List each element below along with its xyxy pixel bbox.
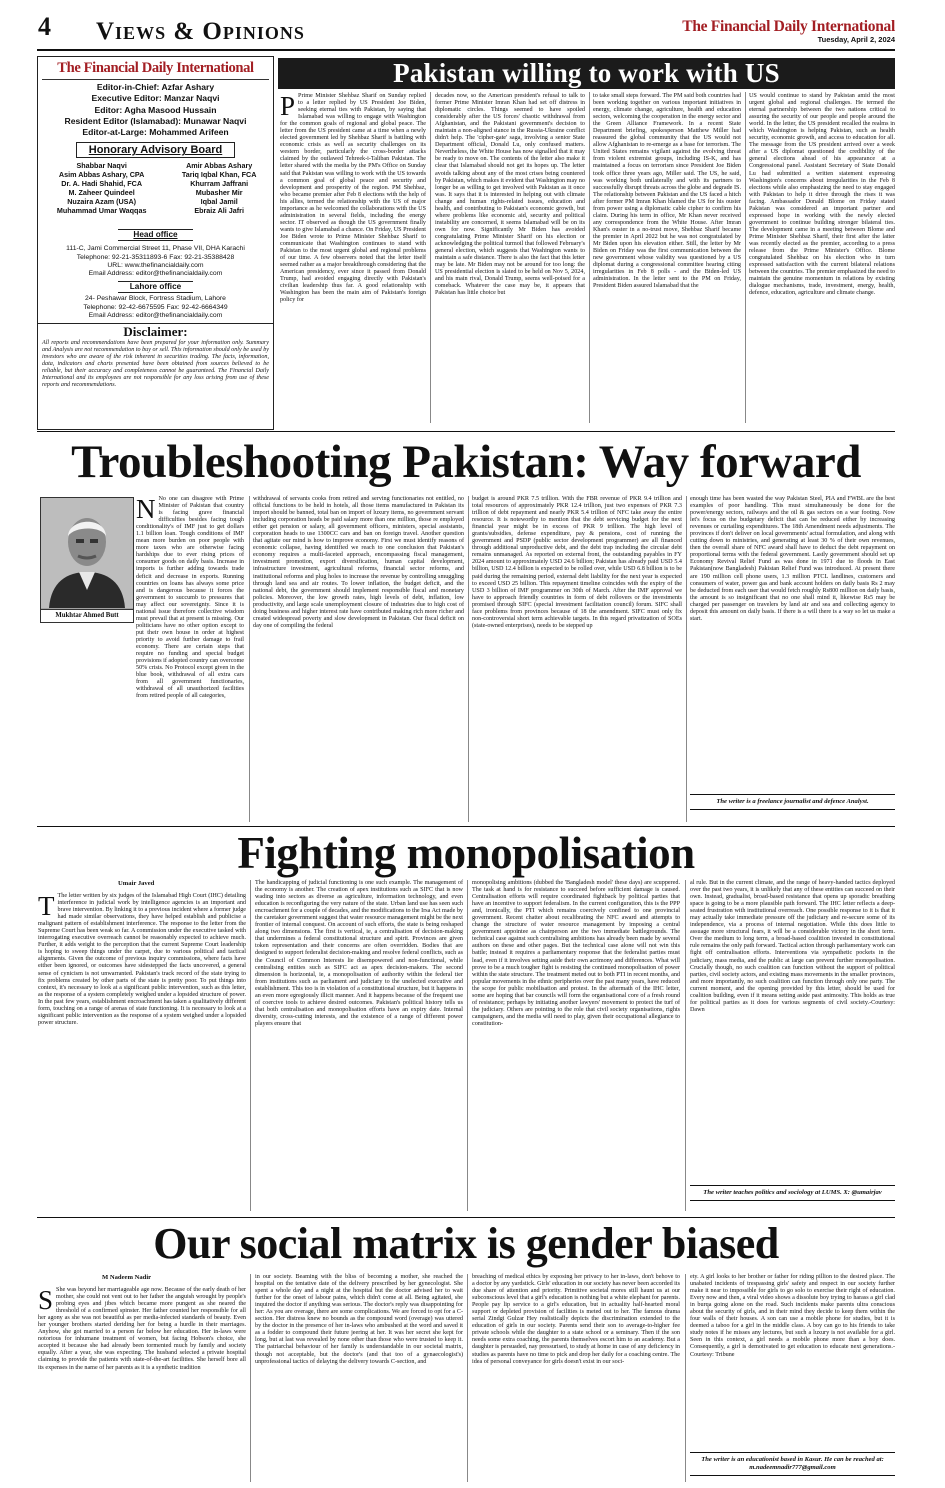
header-date: Tuesday, April 2, 2024	[817, 35, 895, 44]
masthead-box	[37, 56, 274, 430]
editorial-column-3	[593, 93, 741, 423]
article2-text-4: al rule. But in the current climate, and the range of heavy-handed tactics deployed over the past two years, it is unlikely that any of these entities can succeed on their own. Instead, gradualist, broad-based resistance that opens up sporadic breathing space is going to be a more plausible path forward. The IHC letter reflects a deep-seated frustration with institutional overreach. One possible response to it is that it may actually take immediate pressure off the judiciary and re-secure some of its independence, via a process of internal negotiation. While this does little to assuage more structural fears, it will be a considerable victory in the short term. Over the medium to long term, a broad-based coalition invested in constitutional rule remains the only path forward. Tactical action through parliamentary work can fight off centralisation efforts. Interventions via sympathetic pockets in the judiciary, mass media, and the public at large can prevent further monopolisation. Crucially though, no such coalition can function without the support of political parties, civil society actors, and existing mass movements in the smaller provinces, and more importantly, no such coalition can function through only one party. The current moment, and the opening provided by this letter, should be used for coalition building, even if it means setting aside past animosity. This holds as true for political parties as it does for various segments of civil society.-Courtesy: Dawn	[690, 880, 895, 1013]
article1-text-3: budget is around PKR 7.5 trillion. With the FBR revenue of PKR 9.4 trillion and total resources of approximately PKR 12.4 trillion, just two expenses of PKR 7.3 trillion of debt repayment and nearly PKR 5.4 trillion of NFC take away the entire resource. It is noteworthy to mention that the debt servicing budget for the next financial year might be in excess of PKR 9 trillion. The high level of grants/subsidies, defense expenditure, pay & pensions, cost of running the government and PSDP (public sector development programmer) are all financed through additional unproductive debt, and the debt trap including the circular debt remains unmanaged. As reported on external front, the outstanding payables in FY 2024 amount to approximately USD 24.6 billion; Pakistan has already paid USD 5.4 billion, USD 12.4 billion is expected to be rolled over, while USD 6.8 billion is to be paid during the remaining period, external debt liability for the next year is expected to exceed USD 25 billion. This repayment timeline coincides with the expiry of the USD 3 billion of IMF programmer on 30th of March. After the IMF approval we have to approach friendly countries in form of debt rollovers or the investments promised through SIFC (special investment facilitation council) forum. SIFC shall face problems from provinces because of 18 the amendment. SIFC must only fix non-controversial short term achievable targets. In this regard privatization of SOEs (state-owned enterprises), needs to be stepped up	[472, 496, 682, 629]
staff-editor-at-large: Editor-at-Large: Mohammed Arifeen	[82, 127, 229, 138]
article3-headline: Our social matrix is gender biased	[153, 1219, 779, 1268]
article1-text-4: enough time has been wasted the way Pakistan Steel, PIA and FWBL are the best examples of poor handling. This must simultaneously be done for the power/energy sectors, railways and the oil & gas sectors on a war footing. Now let's focus on the budgetary deficit that can be reduced either by increasing revenues or curtailing expenditures. The 18th Amendment needs adjustments. The provinces if don't deliver on local governments' actual formulation, and along with cutting down to ministries, and generating at least 30 % of their own revenues, then the overall share of NFC award shall have to deduct the debt repayment on proportional terms with the federal government. Lastly government should set up Economy Revival Relief Fund as was done in 1971 due to floods in East Pakistan(now Bangladesh) Pakistan Relief Fund was introduced. At present there are 190 million cell phone users, 1.3 million PTCL landlines, customers and consumers of water, power gas and bank account holders on daily basis Rs 2 may be deducted from each user that would fetch roughly Rs800 million on daily basis, the amount is so insignificant that no one shall mind it, likewise Rs5 may be charged per passenger on travelers by land air and sea and collecting agency to deposit this amount on daily basis. If there is a will there is a way so let us make a start.	[690, 496, 895, 622]
article2-author: Umair Javed	[118, 880, 155, 887]
editorial-text-3: to take small steps forward. The PM said both countries had been working together on various important initiatives in energy, climate change, agriculture, health and education sectors, welcoming the cooperation in the energy sector and the Green Alliance Framework. In a recent State Department briefing, spokesperson Matthew Miller had reassured the global community that the US would not allow Afghanistan to re-emerge as a base for terrorism. The United States remains vigilant against the evolving threat from violent extremist groups, including IS-K, and has maintained a focus on terrorism since President Joe Biden took office three years ago, Miller said. The US, he said, was working both unilaterally and with its partners to successfully disrupt threats across the globe and degrade IS. The relationship between Pakistan and the US faced a hitch after former PM Imran Khan blamed the US for his ouster from power using a diplomatic cable cipher to confirm his claim. During his term in office, Mr Khan never received any correspondence from the White House. After Imran Khan's ouster in a no-trust move, Shehbaz Sharif became the premier in April 2022 but he was not congratulated by Mr Biden upon his elevation either. Still, the letter by Mr Biden on Friday was the first communication between the new government whose validity was questioned by a US diplomat during a congressional committee hearing citing irregularities in Feb 8 polls - and the Biden-led US administration. In the letter sent to the PM on Friday, President Biden assured Islamabad that the	[593, 93, 741, 290]
column-divider	[250, 880, 251, 1211]
lahore-office-email: Email Address: editor@thefinancialdaily.com	[88, 311, 223, 319]
column-divider	[250, 1274, 251, 1482]
head-office-phone: Telephone: 92-21-35311893-6 Fax: 92-21-35388428	[76, 253, 235, 261]
article1-column-2	[253, 496, 464, 822]
section-rule	[37, 431, 895, 432]
article3-column-4	[690, 1274, 895, 1446]
article3-text-3: breaching of medical ethics by exposing her privacy to her in-laws, don't behove to a doctor by any yardstick. Girls' education in our society has never been accorded its due share of attention and priority. Primitive societal mores still haunt us at our subconscious level that a girl's education is nothing but a white elephant for parents. People pay lip service to a girl's education, but in actuality half-hearted moral support or depleted provision of facilities is meted out to her. The famous drama serial Zindgi Gulzar Hey realistically depicts the discrimination extended to the education of girls in our society. Parents send their son to average-to-higher fee private schools while the daughter to a state school or a seminary. Then if the son needs some extra coaching, the parents themselves escort him to an academy. But a daughter is persuaded, nay pressurised, to study at home in case of any deficiency in studies as parents have no time to pick and drop her daily for a coaching centre. The idea of personal conveyance for girls doesn't exist in our soci-	[472, 1274, 680, 1365]
disclaimer-text: All reports and recommendations have been prepared for your information only. Summary and Analysis are not recommendation to buy or sell. This information should only be used by investors who are aware of the risk inherent in securities trading. The facts, information, data, indicators and charts presented have been obtained from sources believed to be reliable, but their accuracy and completeness cannot be guaranteed. The Financial Daily International and its employees are not responsible for any loss arising from use of these reports and recommendations.	[42, 339, 269, 388]
article1-writer-note: The writer is a freelance journalist and defence Analyst.	[690, 794, 895, 810]
article1-column-3	[472, 496, 682, 822]
article1-text-2: withdrawal of servants cooks from retired and serving functionaries not entitled, no official functions to be held in hotels, all those items manufactured in Pakistan its import should be banned, total ban on import of luxury items, no government servant including corporation heads be paid salary more than one million, those re employed either get pension or salary, all government officers, ministers, special assistants, corporation heads to use 1300CC cars and ban on foreign travel. Another question that agitate our mind is how to improve economy. First we must identify reasons of economic collapse, having identified we reach to one conclusion that Pakistan's economy requires a multi-faceted approach, encompassing fiscal management, investment promotion, export diversification, human capital development, infrastructure investment, agricultural reforms, financial sector reforms, and institutional reforms and plug holes to increase the revenue by controlling smuggling through land sea and air routes. To lower inflation, the budget deficit, and the national debt, the government should implement responsible fiscal and monetary policies. Moreover, the low growth rates, high levels of debt, inflation, low productivity, and large scale unemployment closure of industries due to high cost of doing business and higher interest rate have contributed making rich more richer and created widespread poverty and slow development in Pakistan. Our fiscal deficit on day one of compiling the federal	[253, 496, 464, 629]
article2-column-2	[255, 880, 463, 1211]
board-member: Amir Abbas Ashary	[186, 161, 253, 171]
editorial-text-1: Prime Minister Shehbaz Sharif on Sunday replied to a letter replied by US President Joe Biden, seeking eternal ties with Pakistan, by saying that Islamabad was willing to engage with Washington for the common goals of regional and global peace. The letter from the US president came at a time when a newly elected government led by Shehbaz Sharif is battling with economic crisis as well as security challenges on its western border, particularly the cross-border attacks claimed by the outlawed Tehreek-i-Taliban Pakistan. The letter shared with the media by the PM's Office on Sunday said that Pakistan was willing to work with the US towards a common goal of global peace and security and development and prosperity of the region. PM Shehbaz, who became premier after Feb 8 elections with the help of his allies, termed the relationship with the US of major importance as he welcomed the collaborations with the US administration in several fields, including the energy sector. IT observed as though the US government finally wants to give Islamabad a chance. On Friday, US President Joe Biden wrote to Prime Minister Shehbaz Sharif to communicate that Washington continues to stand with Pakistan to the most urgent global and regional problems of our time. A few observers noted that the letter itself seemed rather as a major breakthrough considering that the American presidency, ever since it passed from Donald Trump, had avoided engaging directly with Pakistan's civilian leadership thus far. A good relationship with Washington has been the main aim of Pakistan's foreign policy for	[280, 93, 426, 304]
article2-column-3	[472, 880, 680, 1211]
article1-dropcap: N	[136, 494, 156, 524]
section-rule	[37, 1217, 895, 1218]
article3-text-2: in our society. Beaming with the bliss of becoming a mother, she reached the hospital on the tentative date of the delivery prescribed by her gynecologist. She spent a whole day and a night at the hospital but the doctor advised her to wait further for the onset of labour pains, which didn't come at all. Being agitated, she inquired the doctor if anything was serious. The doctor's reply was disappointing for her: As you are overage, there are some complications. We are forced to opt for a C-section. Her distress knew no bounds as the compound word (overage) was uttered by the doctor in the presence of her in-laws who ambushed at the word and saved it as a fodder to compound their future jeering at her. It was her secret she kept for long, but at last was revealed by none other than those who were trusted to keep it. The patriarchal behaviour of her family is understandable in our societal matrix, though not acceptable, but the doctor's (and that too of a gynaecologist's) unprofessional tactics of delaying the delivery towards C-section, and	[255, 1274, 463, 1365]
lahore-office-address: 24- Peshawar Block, Fortress Stadium, Lahore	[85, 295, 226, 303]
article2-headline: Fighting monopolisation	[237, 828, 695, 878]
editorial-text-4: US would continue to stand by Pakistan amid the most urgent global and regional challenges. He termed the eternal partnership between the two nations critical to assuring the security of our people and people around the world. In the letter, the US president recalled the realms in which Washington is helping Pakistan, such as health security, economic growth, and access to education for all. The message from the US president arrived over a week after a US diplomat questioned the credibility of the general elections ahead of his appearance at a Congressional panel. Assistant Secretary of State Donald Lu had submitted a written statement expressing Washington's concerns about irregularities in the Feb 8 elections while also emphasizing the need to stay engaged with Pakistan to help it drive through the rises it was facing. Ambassador Donald Blome on Friday stated Pakistan was considered an important partner and expressed hope in working with the newly elected government to continue building stronger bilateral ties. The development came in a meeting between Blome and Prime Minister Shehbaz Sharif, their first after the latter was recently elected as the premier, according to a press release from the Prime Minister's Office. Blome congratulated Shehbaz on his election who in turn expressed satisfaction with the current bilateral relations between the countries. The premier emphasized the need to maintain the genuine momentum in relations by existing dialogue mechanisms, trade, investment, energy, health, defence, education, agriculture and climate change.	[749, 93, 895, 297]
page-number: 4	[38, 12, 51, 41]
article3-dropcap: S	[38, 1285, 54, 1315]
article1-column-1-top	[136, 494, 244, 700]
article3-text-4: ety. A girl looks to her brother or father for riding pillion to the desired place. The unabated incidents of trespassing girls' safety and respect in our society further make it near to impossible for girls to go solo to exercise their right of education. Every now and then, a viral video shows a dissolute boy trying to harass a girl clad in burqa going alone on the road. Such incidents make parents ultra conscious about the security of girls, and in their mind they decide to keep them within the four walls of their houses. A son can use a mobile phone for studies, but it is deemed a taboo for a girl in the middle class. A boy can go to his friends to take study notes if he misses any lectures, but such a luxury is not available for a girl. Seen in this context, a girl needs a mobile phone more than a boy does. Consequently, a girl is demotivated to get education to educate next generations.-Courtesy: Tribune	[690, 1274, 895, 1358]
article3-column-3	[472, 1274, 680, 1482]
editorial-column-1	[280, 93, 426, 423]
article3-text-1: She was beyond her marriageable age now. Because of the early death of her mother, she could not vent out to her father the anguish wrought by people's probing eyes and jibes which became more pungent as she neared the threshold of a confirmed spinster. Her father counted her responsible for all her agony as she was not beautiful as per media-infected standards of beauty. Even her younger brothers started deriding her for being a hurdle in their marriages. Anyhow, she got married to a person far below her education. Her in-laws were notorious for inhumane treatment of women, but facing Hobson's choice, she accepted it because she had already been tormented much by family and society equally. After a year, she was expecting. The husband selected a private hospital claiming to provide the patients with state-of-the-art facilities. She herself bore all its expenses in the name of her parents as it is a synthetic tradition	[38, 1287, 246, 1371]
disclaimer-title: Disclaimer:	[123, 323, 188, 339]
article3-writer-note: The writer is an educationist based in Kasur. He can be reached at: m.nadeemnadir777@gmail.com	[690, 1452, 895, 1476]
editorial-column-4	[749, 93, 895, 423]
editorial-headline: Pakistan willing to work with US	[393, 58, 780, 88]
board-member: Asim Abbas Ashary, CPA	[58, 170, 145, 180]
column-divider	[589, 92, 590, 423]
lahore-office-title: Lahore office	[118, 281, 193, 293]
board-member: Iqbal Jamil	[200, 197, 238, 207]
article2-column-4	[690, 880, 895, 1178]
staff-editor-in-chief: Editor-in-Chief: Azfar Ashary	[96, 82, 215, 92]
staff-editor: Editor: Agha Masood Hussain	[94, 104, 217, 115]
author-caption: Mukhtar Ahmed Butt	[41, 609, 133, 622]
article2-text-1: The letter written by six judges of the Islamabad High Court (IHC) detailing interference in judicial work by intelligence agencies is an important and brave intervention. By linking it to a previous incident where a former judge had made similar observations, they have helped establish and publicise a malignant pattern of establishment interference. The response to the letter from the Supreme Court has been weak so far. A commission under the executive tasked with interrogating executive overreach cannot be reasonably expected to achieve much. Further, it adds weight to the perception that the current Supreme Court leadership is hoping to sweep things under the carpet, due to various political and tactical alignments. Given the outcome of previous inquiry commissions, where facts have either been ignored, or outcomes have sidestepped the facts uncovered, a general sense of cynicism is not unwarranted. Pakistan's track record of the state trying to fix problems created by other parts of the state is pretty poor. To put things into context, it's necessary to look at a significant public intervention, such as this letter, as the response of a system completely weighed under a lopsided structure of power. In the past few years, establishment encroachment has taken a qualitatively different form, touching on a range of arenas of state functioning. It is necessary to look at a significant public intervention as the response of a system weighed under a lopsided power structure.	[38, 893, 246, 1026]
article1-column-4	[690, 496, 895, 786]
masthead-brand: The Financial Daily International	[57, 60, 254, 76]
head-office-email: Email Address: editor@thefinancialdaily.com	[88, 270, 223, 278]
column-divider	[467, 1274, 468, 1482]
column-divider	[685, 880, 686, 1211]
editorial-dropcap: P	[280, 91, 296, 121]
head-office-url: URL: www.thefinancialdaily.com	[107, 261, 204, 269]
article1-headline: Troubleshooting Pakistan: Way forward	[71, 436, 861, 488]
staff-resident-editor: Resident Editor (Islamabad): Munawar Naqvi	[64, 115, 247, 126]
advisory-board	[38, 161, 273, 215]
article2-text-3: monopolising ambitions (dubbed the 'Bangladesh model' these days) are scuppered. The task at hand is for resistance to succeed before sufficient damage is caused. Centralisation efforts will require coordinated fightback by political parties that have an incentive to support federalism. In the current configuration, this is the PPP and, ironically, the PTI which remains coercively confined to one provincial government. Recent chatter about recalibrating the NFC award and attempts to change the structure of water resource management by imposing a central government appointee as chairperson are the two immediate battlegrounds. The technical case against such centralising ambitions has already been made by several authors on these and other pages. But the technical case alone will not win this battle; instead it requires a parliamentary response that the federalist parties must lead, even if it involves setting aside their own acrimony and differences. What will prove to be a much tougher fight is resisting the continued monopolisation of power within the state structure. The treatment meted out to both PTI in recent months, and popular movements in the ethnic peripheries over the past many years, have reduced the scope for public mobilisation and protest. In the aftermath of the IHC letter, some are hoping that bar councils will form the organisational core of a fresh round of resistance; perhaps by initiating another lawyers' movement to protect the turf of the judiciary. Others are pointing to the role that civil society organisations, rights campaigners, and the media will need to play, given their occupational allegiance to constitution-	[472, 880, 680, 1027]
article2-writer-note: The writer teaches politics and sociology at LUMS. X: @umairjav	[690, 1185, 895, 1201]
board-member: Tariq Iqbal Khan, FCA	[181, 170, 257, 180]
column-divider	[249, 496, 250, 822]
editorial-text-2: decades now, so the American president's refusal to talk to former Prime Minister Imran Khan had set off distress in diplomatic circles. Things seemed to have spoiled considerably after the US forces' chaotic withdrawal from Afghanistan, and the Pakistani government's decision to maintain a non-aligned stance in the Russia-Ukraine conflict didn't help. The 'cipher-gate' saga, involving a senior State Department official, Donald Lu, only confused matters. Nevertheless, the White House has now signalled that it may be ready to move on. The contents of the letter also make it clear that Islamabad should not get its hopes up. The letter avoids talking about any of the most crises being countered by Pakistan, which makes it evident that Washington may no longer be as willing to get involved with Pakistan as it once was. It says that it is interested in helping out with climate change and human rights-related issues, education and health, and contributing to Pakistan's economic growth, but where problems like economic aid, security and political instability are concerned, it seems Islamabad will be on its own for now. Significantly Mr Biden has avoided congratulating Prime Minister Sharif on his election or acknowledging the political turmoil that followed February's general election, which suggests that Washington wants to maintain a safe distance. There is also the fact that this letter may be late. Mr Biden may not be around for too long: the US presidential election is slated to be held on Nov 5, 2024, and his main rival, Donald Trump, seems well-poised for a comeback. Whatever the case may be, it appears that Pakistan has little choice but	[435, 93, 585, 297]
article2-column-1	[38, 893, 246, 1211]
column-divider	[685, 1274, 686, 1482]
article3-author: M Nadeem Nadir	[102, 1274, 152, 1281]
board-member: M. Zaheer Quindeel	[68, 188, 135, 198]
advisory-board-title: Honorary Advisory Board	[76, 142, 235, 158]
board-member: Dr. A. Hadi Shahid, FCA	[61, 179, 143, 189]
section-rule	[37, 826, 895, 827]
column-divider	[468, 496, 469, 822]
staff-executive-editor: Executive Editor: Manzar Naqvi	[91, 93, 220, 104]
board-member: Mubasher Mir	[195, 188, 243, 198]
board-member: Shabbar Naqvi	[76, 161, 127, 171]
lahore-office-phone: Telephone: 92-42-6675595 Fax: 92-42-6664349	[83, 303, 228, 311]
board-member: Muhammad Umar Waqqas	[56, 206, 147, 216]
author-portrait-icon	[41, 498, 133, 608]
column-divider	[745, 92, 746, 423]
header-rule	[37, 49, 895, 51]
article2-dropcap: T	[38, 891, 55, 921]
column-divider	[467, 880, 468, 1211]
column-divider	[686, 496, 687, 822]
section-title: Views & Opinions	[96, 18, 305, 45]
editorial-column-2	[435, 93, 585, 423]
head-office-title: Head office	[118, 229, 193, 241]
board-member: Khurram Jaffrani	[190, 179, 249, 189]
board-member: Nuzaira Azam (USA)	[67, 197, 137, 207]
article1-text-1: No one can disagree with Prime Minister of Pakistan that country is facing grave financial difficulties besides facing tough conditionality's of IMF just to get dollars 1.1 billion loan. Tough conditions of IMF mean more burden on poor people with more taxes who are otherwise facing hardships due to ever rising prices of consumer goods on daily basis. Increase in imports is further adding towards trade deficit and decrease in exports. Running countries on loans has always some price and is dangerous because it forces the government to succumb to pressures that may affect our sovereignty. Since it is national issue therefore collective wisdom must prevail that at present is missing. Our politicians have no other option except to put their own house in order at highest priority to avoid further damage to frail economy. There are certain steps that require no funding and special budget provisions if adopted country can overcome 50% crisis. No Protocol except given in the blue book, withdrawal of all extra cars from all government functionaries, withdrawal of all unauthorized facilities from retired people of all categories,	[136, 496, 244, 700]
header-brand: The Financial Daily International	[682, 18, 895, 35]
article3-column-1	[38, 1287, 246, 1482]
author-photo	[40, 497, 134, 623]
board-member: Ebraiz Ali Jafri	[194, 206, 244, 216]
article2-text-2: The handicapping of judicial functioning is one such example. The management of the economy is another. The creation of apex institutions such as SIFC that is now wading into sectors as diverse as agriculture, information technology, and even education is reconfiguring the very nature of the state. Urban land use has seen such encroachment for a couple of decades, and the modifications to the Irsa Act made by the caretaker government suggest that water resource management might be the next frontier of internal conquest. On account of such efforts, the state is being reshaped along two dimensions. The first is vertical, ie, a centralisation of decision-making that undermines a federal constitutional structure and spirit. Provinces are given token representation and their concerns are often overridden. Bodies that are designed to support federalist decision-making and resolve federal conflicts, such as the Council of Common Interests lie disempowered and non-functional, while centralising entities such as SIFC act as apex decision-makers. The second dimension is horizontal, ie, a monopolisation of authority within the federal tier from institutions such as parliament and judiciary to the unelected executive and establishment. This too is in violation of a constitutional structure, but it happens in an even more egregiously illicit manner. And it happens because of the frequent use of coercive tools to achieve desired outcomes. Pakistan's political history tells us that both centralisation and monopolisation efforts have an expiry date. Internal diversity, cross-cutting interests, and the existence of a range of different power players ensure that	[255, 880, 463, 1027]
column-divider	[430, 92, 431, 423]
head-office-address: 111-C, Jami Commercial Street 11, Phase VII, DHA Karachi	[66, 245, 245, 253]
article3-column-2	[255, 1274, 463, 1482]
